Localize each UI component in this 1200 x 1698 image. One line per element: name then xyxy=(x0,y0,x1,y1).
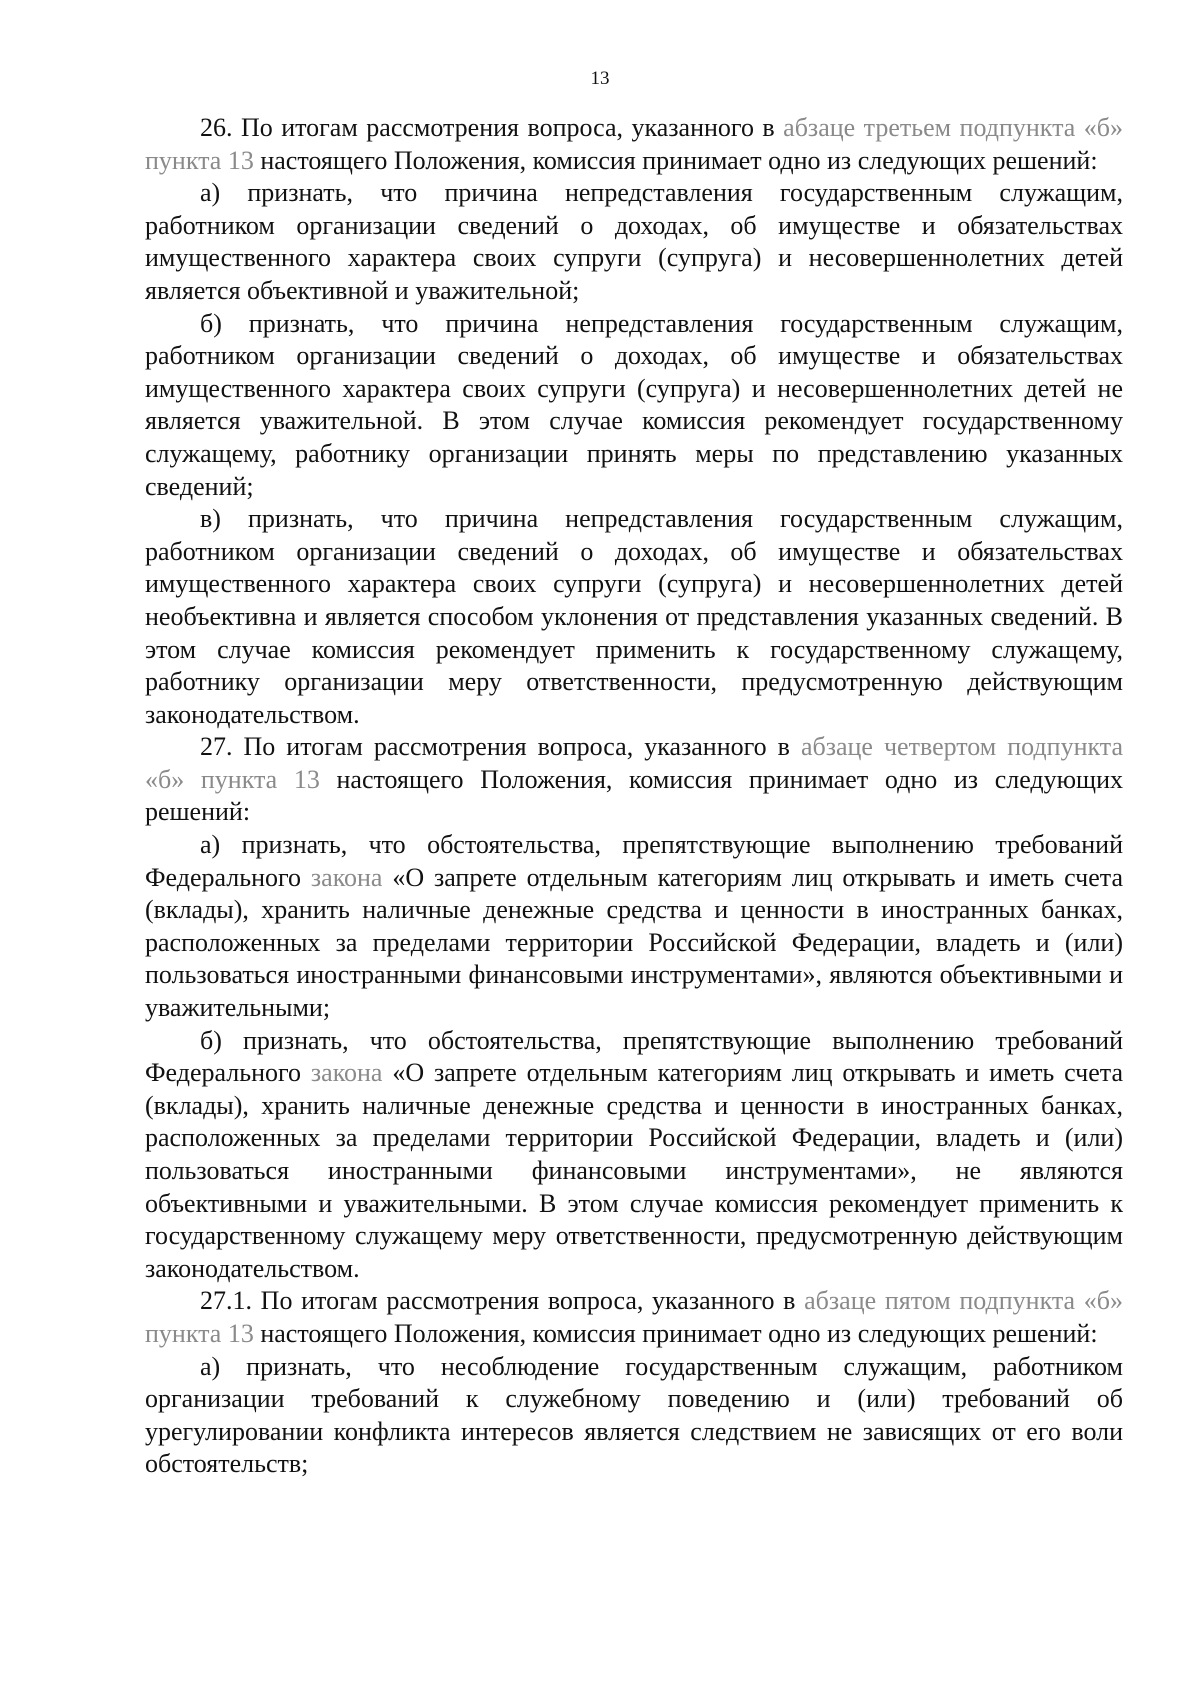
paragraph-26-v xyxy=(145,503,1123,731)
paragraph-text: б) признать, что обстоятельства, препятствующие выполнению требований Федерального xyxy=(145,1025,1123,1088)
paragraph-text: «О запрете отдельным категориям лиц открывать и иметь счета (вклады), хранить наличные денежные средства и ценности в иностранных банках, расположенных за пределами территории Российской Федерации, владеть и (или) пользоваться иностранными финансовыми инструментами», не являются объективными и уважительными. В этом случае комиссия рекомендует применить к государственному служащему меру ответственности, предусмотренную действующим законодательством. xyxy=(145,1058,1123,1283)
paragraph-text: настоящего Положения, комиссия принимает одно из следующих решений: xyxy=(253,145,1098,175)
paragraph-text: а) признать, что обстоятельства, препятствующие выполнению требований Федерального xyxy=(145,830,1123,892)
cross-reference-link[interactable]: закона xyxy=(310,1058,383,1088)
paragraph-text: 27.1. По итогам рассмотрения вопроса, указанного в xyxy=(200,1286,805,1316)
cross-reference-link[interactable]: абзаце четвертом подпункта «б» пункта 13 xyxy=(145,732,1123,794)
paragraph-text: 26. По итогам рассмотрения вопроса, указанного в xyxy=(200,113,784,142)
cross-reference-link[interactable]: закона xyxy=(310,862,383,892)
paragraph-text: а) признать, что причина непредставления государственным служащим, работником организации сведений о доходах, об имуществе и обязательствах имущественного характера своих супруги (супруга) и несовершеннолетних детей является объективной и уважительной; xyxy=(145,178,1123,305)
page-number: 13 xyxy=(590,68,610,89)
paragraph-26-a xyxy=(145,177,1123,307)
document-body xyxy=(145,112,1123,1481)
paragraph-26 xyxy=(145,112,1123,177)
paragraph-text: настоящего Положения, комиссия принимает одно из следующих решений: xyxy=(145,764,1123,827)
paragraph-27-1-a xyxy=(145,1351,1123,1481)
paragraph-text: б) признать, что причина непредставления государственным служащим, работником организации сведений о доходах, об имуществе и обязательствах имущественного характера своих супруги (супруга) и несовершеннолетних детей не является уважительной. В этом случае комиссия рекомендует государственному служащему, работнику организации принять меры по представлению указанных сведений; xyxy=(145,308,1123,501)
cross-reference-link[interactable]: абзаце пятом подпункта «б» пункта 13 xyxy=(145,1286,1124,1348)
paragraph-text: настоящего Положения, комиссия принимает одно из следующих решений: xyxy=(253,1318,1098,1348)
paragraph-27 xyxy=(145,731,1123,829)
paragraph-text: «О запрете отдельным категориям лиц открывать и иметь счета (вклады), хранить наличные денежные средства и ценности в иностранных банках, расположенных за пределами территории Российской Федерации, владеть и (или) пользоваться иностранными финансовыми инструментами», являются объективными и уважительными; xyxy=(145,862,1123,1023)
paragraph-27-a xyxy=(145,829,1123,1025)
cross-reference-link[interactable]: абзаце третьем подпункта «б» пункта 13 xyxy=(145,113,1123,175)
paragraph-text: а) признать, что несоблюдение государственным служащим, работником организации требований к служебному поведению и (или) требований об урегулировании конфликта интересов является следствием не зависящих от его воли обстоятельств; xyxy=(145,1351,1123,1479)
paragraph-27-b xyxy=(145,1025,1123,1286)
paragraph-27-1 xyxy=(145,1285,1123,1350)
paragraph-text: в) признать, что причина непредставления государственным служащим, работником организации сведений о доходах, об имуществе и обязательствах имущественного характера своих супруги (супруга) и несовершеннолетних детей необъективна и является способом уклонения от представления указанных сведений. В этом случае комиссия рекомендует применить к государственному служащему, работнику организации меру ответственности, предусмотренную действующим законодательством. xyxy=(145,504,1123,729)
paragraph-text: 27. По итогам рассмотрения вопроса, указанного в xyxy=(200,732,801,762)
paragraph-26-b xyxy=(145,308,1123,504)
